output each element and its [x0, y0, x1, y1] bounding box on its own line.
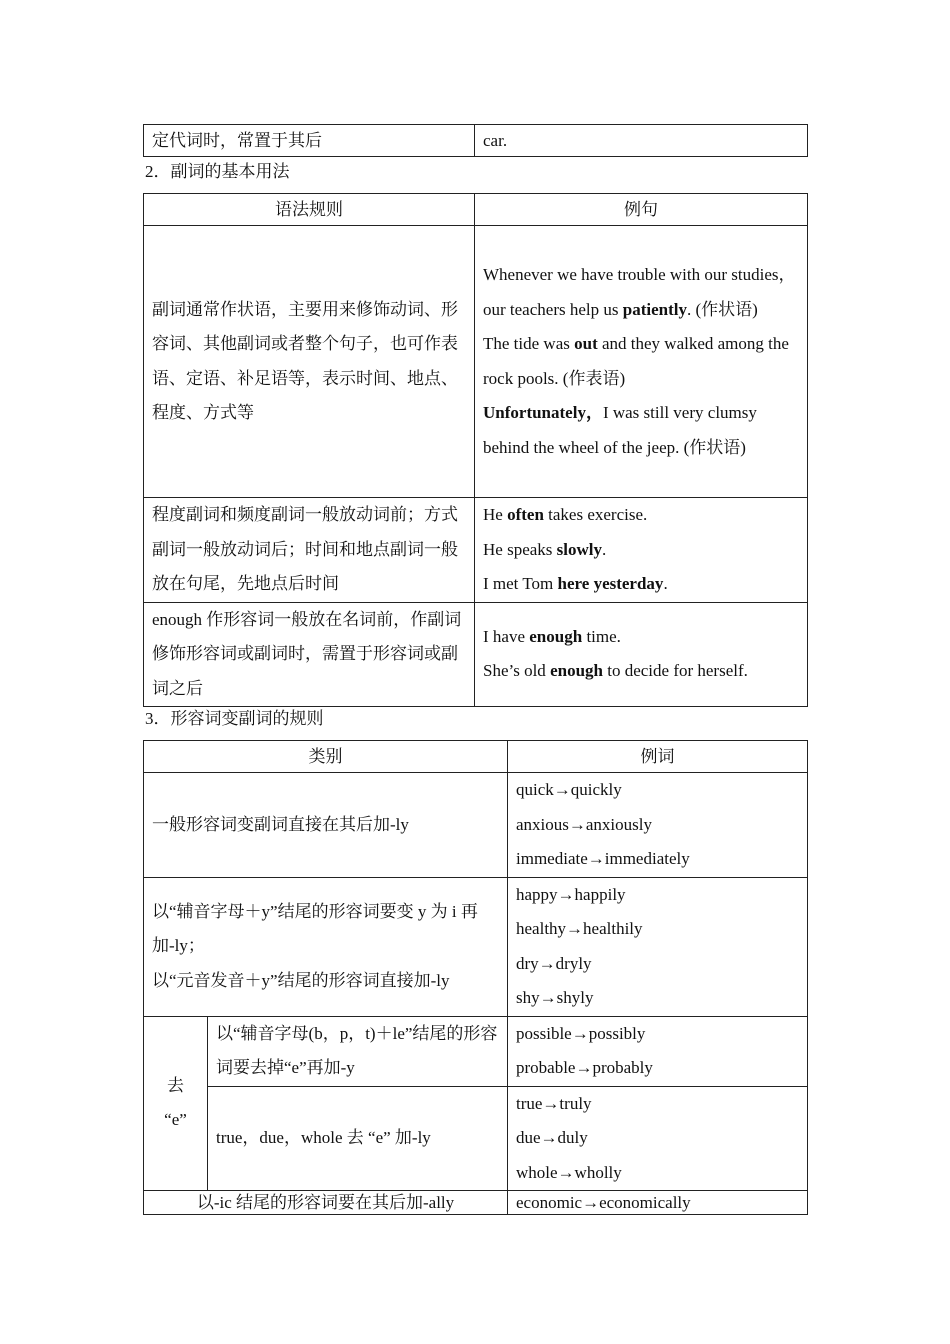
category-cell: 一般形容词变副词直接在其后加-ly — [144, 773, 508, 878]
table-row — [144, 602, 808, 707]
example-word: economic→economically — [516, 1193, 691, 1212]
group-label-cell — [144, 1016, 208, 1191]
table-row — [144, 1191, 808, 1215]
example-cell — [508, 877, 808, 1016]
table-cell: car. — [475, 125, 808, 157]
example-cell — [508, 773, 808, 878]
table-row — [144, 877, 808, 1016]
example-sentence: I met Tom here yesterday. — [483, 574, 668, 593]
example-cell — [475, 498, 808, 603]
example-word: immediate→immediately — [516, 849, 690, 868]
table-row — [144, 773, 808, 878]
example-sentence: He speaks slowly. — [483, 539, 607, 559]
rule-cell: enough 作形容词一般放在名词前，作副词修饰形容词或副词时，需置于形容词或副词之后 — [144, 602, 475, 707]
section-heading-2: 2．副词的基本用法 — [145, 162, 290, 181]
example-word: possible→possibly — [516, 1023, 646, 1043]
example-sentence: He often takes exercise. — [483, 505, 648, 524]
group-label-line: “e” — [164, 1110, 187, 1130]
example-sentence: Unfortunately，I was still very clumsy behind the wheel of the jeep. (作状语) — [483, 403, 757, 457]
column-header: 例词 — [508, 741, 808, 773]
column-header: 类别 — [144, 741, 508, 773]
table-header-row — [144, 194, 808, 226]
category-line: 以“辅音字母＋y”结尾的形容词要变 y 为 i 再加-ly； — [152, 901, 478, 956]
table-row — [144, 1086, 808, 1191]
rule-cell: 副词通常作状语，主要用来修饰动词、形容词、其他副词或者整个句子，也可作表语、定语、补足语等，表示时间、地点、程度、方式等 — [144, 226, 475, 498]
example-sentence: I have enough time. — [483, 626, 621, 646]
example-cell — [475, 226, 808, 498]
example-sentence: The tide was out and they walked among the rock pools. (作表语) — [483, 334, 789, 388]
category-line: 以“元音发音＋y”结尾的形容词直接加-ly — [152, 970, 450, 990]
example-word: whole→wholly — [516, 1162, 622, 1182]
section-heading-3: 3．形容词变副词的规则 — [145, 709, 324, 728]
example-sentence: Whenever we have trouble with our studies，our teachers help us patiently. (作状语) — [483, 265, 796, 319]
category-cell — [144, 877, 508, 1016]
example-word: anxious→anxiously — [516, 814, 652, 834]
rule-cell: 程度副词和频度副词一般放动词前；方式副词一般放动词后；时间和地点副词一般放在句尾，先地点后时间 — [144, 498, 475, 603]
example-word: dry→dryly — [516, 953, 592, 973]
category-cell: 以“辅音字母(b，p，t)＋le”结尾的形容词要去掉“e”再加-y — [208, 1016, 508, 1086]
continuation-table — [143, 124, 808, 157]
group-label-line: 去 — [167, 1075, 184, 1095]
adverb-usage-table — [143, 193, 808, 707]
example-cell — [508, 1086, 808, 1191]
example-word: shy→shyly — [516, 988, 594, 1007]
category-cell: 以-ic 结尾的形容词要在其后加-ally — [144, 1191, 508, 1215]
example-word: happy→happily — [516, 884, 626, 904]
example-word: probable→probably — [516, 1058, 653, 1077]
example-cell — [508, 1016, 808, 1086]
example-word: true→truly — [516, 1093, 592, 1113]
table-row — [144, 125, 808, 157]
example-cell — [475, 602, 808, 707]
column-header: 语法规则 — [144, 194, 475, 226]
column-header: 例句 — [475, 194, 808, 226]
example-word: quick→quickly — [516, 780, 622, 799]
table-header-row — [144, 741, 808, 773]
example-cell — [508, 1191, 808, 1215]
category-cell: true，due，whole 去 “e” 加-ly — [208, 1086, 508, 1191]
adjective-to-adverb-table — [143, 740, 808, 1215]
table-cell: 定代词时，常置于其后 — [144, 125, 475, 157]
example-sentence: She’s old enough to decide for herself. — [483, 661, 748, 681]
table-row — [144, 498, 808, 603]
example-word: healthy→healthily — [516, 919, 643, 938]
table-row — [144, 1016, 808, 1086]
table-row — [144, 226, 808, 498]
example-word: due→duly — [516, 1128, 588, 1147]
